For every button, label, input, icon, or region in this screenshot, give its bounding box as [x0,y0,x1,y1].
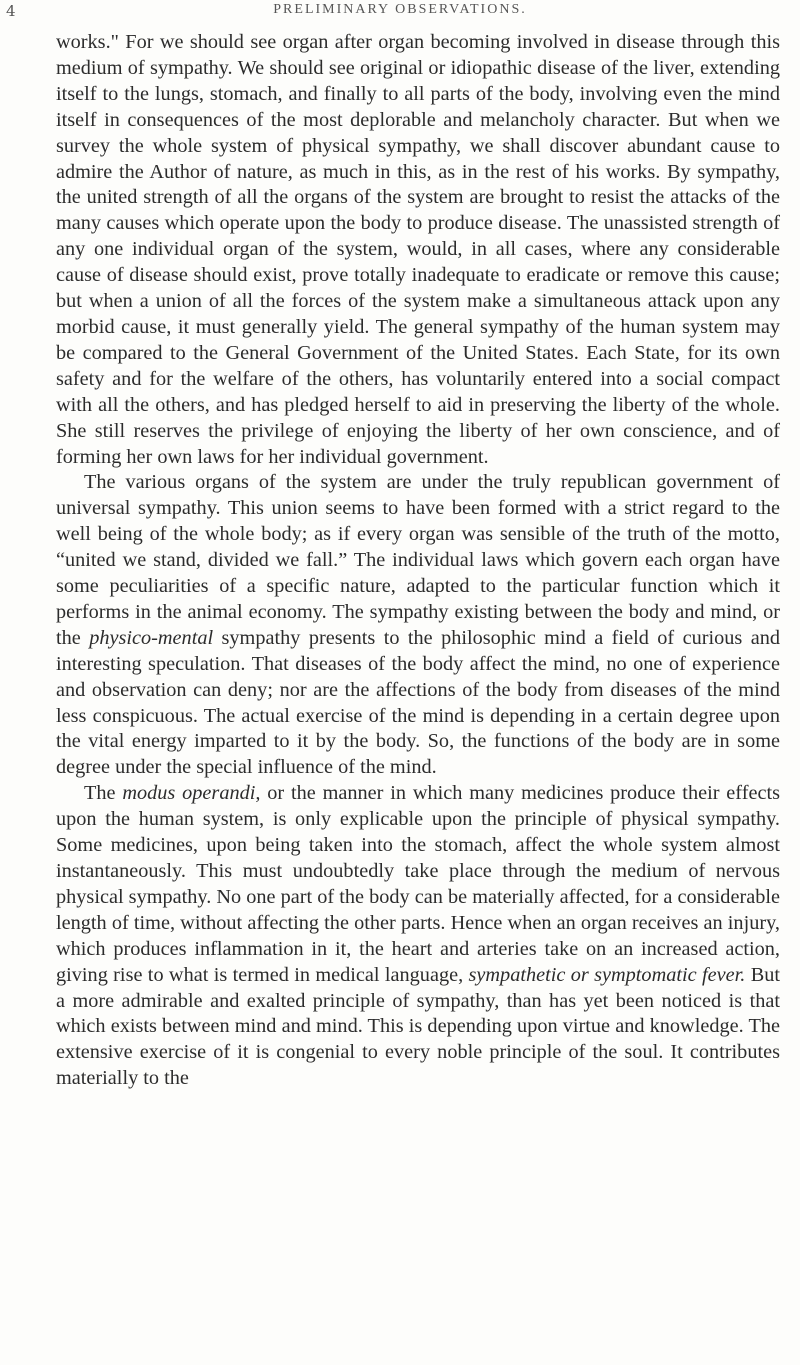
paragraph-2-text-end: sympathy presents to the philosophic mind a field of curious and interesting speculation. That diseases of the body affect the mind, no one of experience and observation can deny; nor are the affections of the body from diseases of the mind less conspicuous. The actual exercise of the mind is depending in a certain degree upon the vital energy imparted to it by the body. So, the functions of the body are in some degree under the special influence of the mind. [56,626,780,779]
paragraph-3-text-middle: or the manner in which many medicines produce their effects upon the human system, is only explicable upon the principle of physical sympathy. Some medicines, upon being taken into the stomach, affect the whole system almost instantaneously. This must undoubtedly take place through the medium of nervous physical sympathy. No one part of the body can be materially affected, for a considerable length of time, without affecting the other parts. Hence when an organ receives an injury, which produces inflammation in it, the heart and arteries take on an increased action, giving rise to what is termed in medical language, [56,782,780,986]
paragraph-2 [56,470,780,781]
paragraph-3 [56,781,780,1092]
paragraph-1 [56,30,780,470]
paragraph-3-text-end: But a more admirable and exalted principle of sympathy, than has yet been noticed is that which exists between mind and mind. This is depending upon virtue and knowledge. The extensive exercise of it is congenial to every noble principle of the soul. It contributes materially to the [56,963,780,1090]
paragraph-2-emphasis: physico-mental [89,626,214,649]
page-number: 4 [6,2,16,20]
paragraph-3-text-start: The [84,782,123,805]
body-text [56,30,780,1092]
paragraph-1-text: works." For we should see organ after organ becoming involved in disease through this medium of sympathy. We should see original or idiopathic disease of the liver, extending itself to the lungs, stomach, and finally to all parts of the body, involving even the mind itself in consequences of the most deplorable and melancholy character. But when we survey the whole system of physical sympathy, we shall discover abundant cause to admire the Author of nature, as much in this, as in the rest of his works. By sympathy, the united strength of all the organs of the system are brought to resist the attacks of the many causes which operate upon the body to produce disease. The unassisted strength of any one individual organ of the system, would, in all cases, where any considerable cause of disease should exist, prove totally inadequate to eradicate or remove this cause; but when a union of all the forces of the system make a simultaneous attack upon any morbid cause, it must generally yield. The general sympathy of the human system may be compared to the General Government of the United States. Each State, for its own safety and for the welfare of the others, has voluntarily entered into a social compact with all the others, and has pledged herself to aid in preserving the liberty of the whole. She still reserves the privilege of enjoying the liberty of her own conscience, and of forming her own laws for her individual government. [56,31,780,468]
paragraph-2-text-start: The various organs of the system are under the truly republican government of universal sympathy. This union seems to have been formed with a strict regard to the well being of the whole body; as if every organ was sensible of the truth of the motto, “united we stand, divided we fall.” The individual laws which govern each organ have some peculiarities of a specific nature, adapted to the particular function which it performs in the animal economy. The sympathy existing between the body and mind, or the [56,471,780,649]
running-head: PRELIMINARY OBSERVATIONS. [273,2,527,17]
paragraph-3-emphasis-2: sympathetic or symptomatic fever. [468,963,746,986]
paragraph-3-emphasis: modus operandi, [122,782,261,805]
